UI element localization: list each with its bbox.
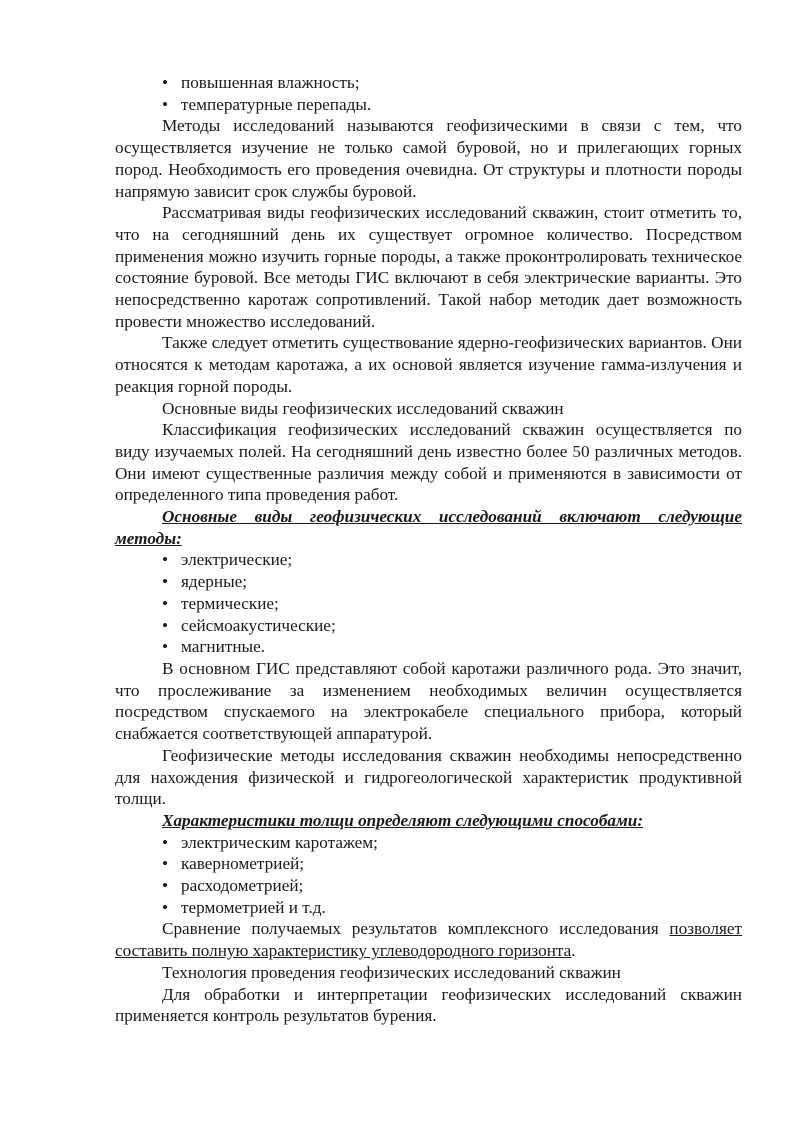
comparison-text-start: Сравнение получаемых результатов комплексного исследования <box>162 919 670 939</box>
list-item: • сейсмоакустические; <box>115 615 742 637</box>
paragraph-geophysical-methods: Методы исследований называются геофизическими в связи с тем, что осуществляется изучение не только самой буровой, но и прилегающих горных пород. Необходимость его проведения очевидна. От структуры и плотности породы напрямую зависит срок службы буровой. <box>115 116 742 201</box>
list-item: • температурные перепады. <box>115 94 742 116</box>
list-item: • кавернометрией; <box>115 853 742 875</box>
list-item: • термические; <box>115 593 742 615</box>
methods-list <box>115 549 742 658</box>
list-item: • магнитные. <box>115 636 742 658</box>
list-item: • ядерные; <box>115 571 742 593</box>
document-page <box>115 72 742 1027</box>
list-item: • расходометрией; <box>115 875 742 897</box>
conditions-list <box>115 72 742 115</box>
list-item: • повышенная влажность; <box>115 72 742 94</box>
characteristics-list <box>115 832 742 919</box>
emphasized-characteristics-intro: Характеристики толщи определяют следующими способами: <box>162 810 644 830</box>
paragraph-purpose: Геофизические методы исследования скважин необходимы непосредственно для нахождения физической и гидрогеологической характеристик продуктивной толщи. <box>115 745 742 809</box>
comparison-text-end: . <box>571 941 576 961</box>
paragraph-nuclear-methods: Также следует отметить существование ядерно-геофизических вариантов. Они относятся к методам каротажа, а их основой является изучение гамма-излучения и реакция горной породы. <box>115 333 742 396</box>
emphasized-methods-intro: Основные виды геофизических исследований включают следующие методы: <box>115 507 742 548</box>
section-heading-main-types: Основные виды геофизических исследований скважин <box>162 398 564 418</box>
paragraph-classification: Классификация геофизических исследований скважин осуществляется по виду изучаемых полей. На сегодняшний день известно более 50 различных методов. Они имеют существенные различия между собой и применяются в зависимости от определенного типа проведения работ. <box>115 420 742 505</box>
list-item: • электрические; <box>115 549 742 571</box>
paragraph-comparison <box>115 918 742 961</box>
paragraph-interpretation: Для обработки и интерпретации геофизических исследований скважин применяется контроль результатов бурения. <box>115 984 742 1026</box>
paragraph-logging: В основном ГИС представляют собой каротажи различного рода. Это значит, что прослеживание за изменением необходимых величин осуществляется посредством спускаемого на электрокабеле специального прибора, который снабжается соответствующей аппаратурой. <box>115 658 742 744</box>
section-heading-technology: Технология проведения геофизических исследований скважин <box>162 962 621 982</box>
list-item: • электрическим каротажем; <box>115 832 742 854</box>
comparison-underlined-text: позволяет составить полную характеристику углеводородного горизонта <box>115 919 742 961</box>
list-item: • термометрией и т.д. <box>115 897 742 919</box>
paragraph-types-overview: Рассматривая виды геофизических исследований скважин, стоит отметить то, что на сегодняшний день их существует огромное количество. Посредством применения можно изучить горные породы, а также проконтролировать техническое состояние буровой. Все методы ГИС включают в себя электрические варианты. Это непосредственно каротаж сопротивлений. Такой набор методик дает возможность провести множество исследований. <box>115 203 742 331</box>
